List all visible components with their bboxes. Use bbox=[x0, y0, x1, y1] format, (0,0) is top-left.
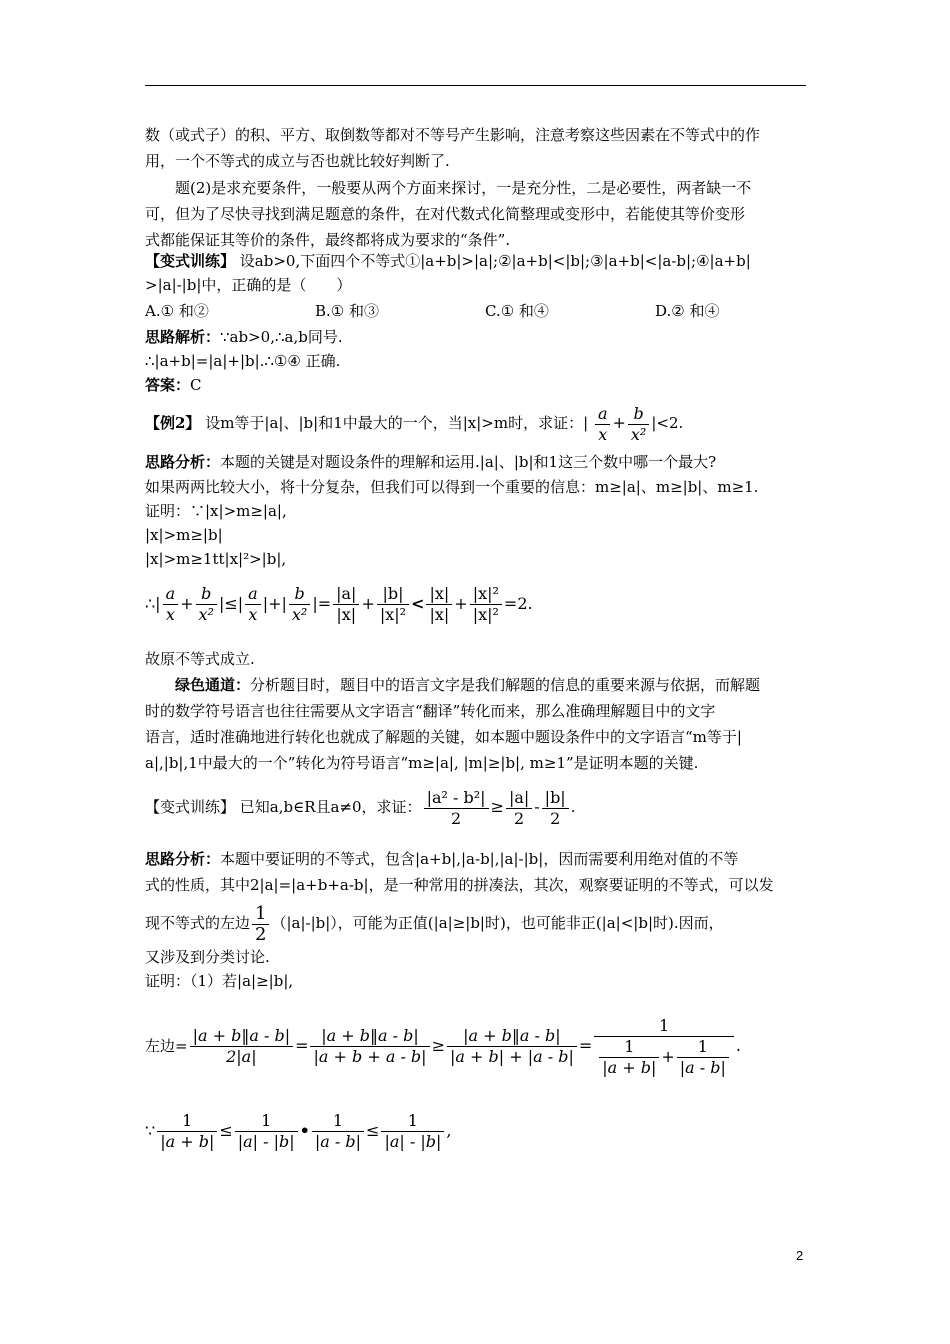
proof-line: 证明：（1）若|a|≥|b|, bbox=[145, 972, 294, 990]
left-side-derivation: 左边= $\frac{|a + b‖a - b|}{2|a|}$ = $\frac{|a + b‖a - b|}{|a + b + a - b|}$ ≥ $\frac{|a + b‖a - b|}{|a + b| + |a - b|}$ = 1 $\frac{1}{|a + b|}$ + $\frac{1}{|a - b|}$ . bbox=[145, 1015, 742, 1077]
header-rule bbox=[145, 85, 806, 86]
solution-text: ∵ab>0,∴a,b同号. bbox=[220, 328, 343, 346]
fraction: $\frac{a}{x}$ bbox=[595, 404, 611, 445]
inequality-chain: ∴| $\frac{a}{x}$ + $\frac{b}{\text{x²}}$ |≤| $\frac{a}{x}$ |+| $\frac{b}{\text{x²}}$ |= $\frac{|a|}{|x|}$ + $\frac{|b|}{\text{|x|²}}$ < $\frac{|x|}{|x|}$ + $\frac{\text{|x|²}}{\text{|x|²}}$ =2. bbox=[145, 584, 533, 624]
green-channel-text: a|,|b|,1中最大的一个”转化为符号语言“m≥|a|, |m|≥|b|, m≥1”是证明本题的关键. bbox=[145, 754, 699, 772]
paragraph-line: 用，一个不等式的成立与否也就比较好判断了. bbox=[145, 152, 450, 170]
analysis-text: 如果两两比较大小，将十分复杂，但我们可以得到一个重要的信息：m≥|a|、m≥|b|、m≥1. bbox=[145, 478, 759, 496]
proof-line: |x|>m≥1tt|x|²>|b|, bbox=[145, 550, 287, 568]
paragraph-line: 题(2)是求充要条件，一般要从两个方面来探讨，一是充分性，二是必要性，两者缺一不 bbox=[175, 179, 752, 197]
section-label: 思路分析： bbox=[145, 453, 221, 471]
exercise-text: >|a|-|b|中，正确的是（ ） bbox=[145, 276, 352, 294]
section-label: 【变式训练】 bbox=[145, 798, 236, 816]
section-label: 绿色通道： bbox=[175, 676, 251, 694]
analysis-text: 又涉及到分类讨论. bbox=[145, 948, 270, 966]
solution-text: ∴|a+b|=|a|+|b|.∴①④ 正确. bbox=[145, 352, 341, 370]
section-label: 思路解析： bbox=[145, 328, 221, 346]
complex-fraction: 1 $\frac{1}{|a + b|}$ + $\frac{1}{|a - b|}$ bbox=[594, 1016, 734, 1078]
option-b: B.① 和③ bbox=[315, 302, 380, 320]
answer-options bbox=[145, 300, 825, 322]
fraction: $\frac{b}{\text{x²}}$ bbox=[628, 404, 649, 445]
reciprocal-inequality: ∵ $\frac{1}{|a + b|}$ ≤ $\frac{1}{|a| - |b|}$ • $\frac{1}{|a - b|}$ ≤ $\frac{1}{|a| - |b|}$ , bbox=[145, 1111, 452, 1151]
green-channel-text: 时的数学符号语言也往往需要从文字语言“翻译”转化而来，那么准确理解题目中的文字 bbox=[145, 702, 716, 720]
variant-exercise-2: 【变式训练】 已知a,b∈R且a≠0，求证： $\frac{\text{|a² - b²|}}{2}$ ≥ $\frac{|a|}{2}$ - $\frac{|b|}{2}$ . bbox=[145, 787, 576, 828]
analysis-text: 本题中要证明的不等式，包含|a+b|,|a-b|,|a|-|b|，因而需要利用绝对值的不等 bbox=[220, 850, 739, 868]
option-d: D.② 和④ bbox=[655, 302, 720, 320]
section-label: 答案： bbox=[145, 376, 191, 394]
answer bbox=[145, 374, 825, 396]
analysis bbox=[145, 848, 825, 870]
section-label: 【变式训练】 bbox=[145, 252, 236, 270]
page-number: 2 bbox=[796, 1248, 804, 1263]
option-c: C.① 和④ bbox=[485, 302, 549, 320]
green-channel bbox=[175, 674, 855, 696]
analysis-text: 本题的关键是对题设条件的理解和运用.|a|、|b|和1这三个数中哪一个最大? bbox=[220, 453, 717, 471]
analysis-text: 式的性质，其中2|a|=|a+b+a-b|，是一种常用的拼凑法，其次，观察要证明的不等式，可以发 bbox=[145, 876, 774, 894]
paragraph-line: 式都能保证其等价的条件，最终都将成为要求的“条件”. bbox=[145, 231, 511, 249]
section-label: 思路分析： bbox=[145, 850, 221, 868]
conclusion: 故原不等式成立. bbox=[145, 650, 255, 668]
option-a: A.① 和② bbox=[145, 302, 209, 320]
paragraph-line: 可，但为了尽快寻找到满足题意的条件，在对代数式化简整理或变形中，若能使其等价变形 bbox=[145, 205, 746, 223]
proof-line: 证明：∵|x|>m≥|a|, bbox=[145, 502, 287, 520]
example-2: 【例2】 设m等于|a|、|b|和1中最大的一个，当|x|>m时，求证：| $\frac{a}{x}$ + $\frac{b}{\text{x²}}$ |<2. bbox=[145, 403, 684, 444]
exercise-text: 设ab>0,下面四个不等式①|a+b|>|a|;②|a+b|<|b|;③|a+b|<|a-b|;④|a+b| bbox=[235, 252, 751, 270]
example-text: 设m等于|a|、|b|和1中最大的一个，当|x|>m时，求证：| bbox=[200, 414, 589, 432]
paragraph-line: 数（或式子）的积、平方、取倒数等都对不等号产生影响，注意考察这些因素在不等式中的作 bbox=[145, 126, 761, 144]
answer-value: C bbox=[190, 376, 202, 394]
solution-analysis bbox=[145, 326, 825, 348]
exercise-text: 已知a,b∈R且a≠0，求证： bbox=[235, 798, 422, 816]
proof-line: |x|>m≥|b| bbox=[145, 526, 223, 544]
analysis-text: 现不等式的左边 $\frac{1}{2}$ （|a|-|b|），可能为正值(|a|≥|b|时)，也可能非正(|a|<|b|时).因而， bbox=[145, 902, 724, 945]
variant-exercise-1 bbox=[145, 250, 825, 272]
analysis bbox=[145, 451, 825, 473]
section-label: 【例2】 bbox=[145, 414, 201, 432]
green-channel-text: 语言，适时准确地进行转化也就成了解题的关键，如本题中题设条件中的文字语言“m等于| bbox=[145, 728, 742, 746]
green-channel-text: 分析题目时，题目中的语言文字是我们解题的信息的重要来源与依据，而解题 bbox=[250, 676, 761, 694]
